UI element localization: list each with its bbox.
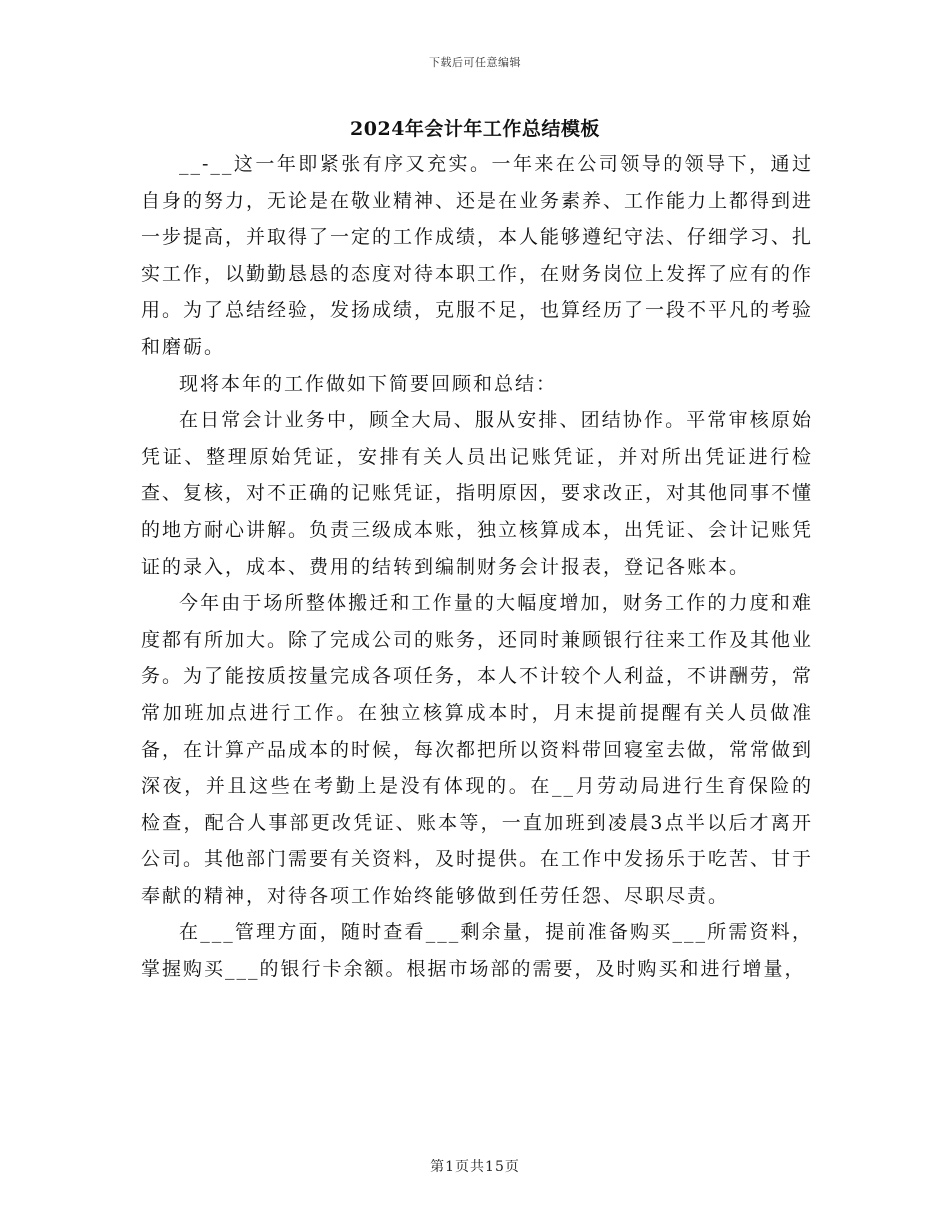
page-footer-number: 第1页共15页 [430,1159,520,1175]
paragraph-intro: __-__这一年即紧张有序又充实。一年来在公司领导的领导下，通过自身的努力，无论是在敬业精神、还是在业务素养、工作能力上都得到进一步提高，并取得了一定的工作成绩，本人能够遵纪守法、仔细学习、扎实工作，以勤勤恳恳的态度对待本职工作，在财务岗位上发挥了应有的作用。为了总结经验，发扬成绩，克服不足，也算经历了一段不平凡的考验和磨砺。 [141,153,814,358]
paragraph-daily-accounting: 在日常会计业务中，顾全大局、服从安排、团结协作。平常审核原始凭证、整理原始凭证，安排有关人员出记账凭证，并对所出凭证进行检查、复核，对不正确的记账凭证，指明原因，要求改正，对其他同事不懂的地方耐心讲解。负责三级成本账，独立核算成本，出凭证、会计记账凭证的录入，成本、费用的结转到编制财务会计报表，登记各账本。 [141,409,814,578]
paragraph-management: 在___管理方面，随时查看___剩余量，提前准备购买___所需资料，掌握购买___的银行卡余额。根据市场部的需要，及时购买和进行增量， [141,921,813,981]
page-header-note: 下载后可任意编辑 [429,56,521,69]
document-title: 2024年会计年工作总结模板 [350,118,600,140]
paragraph-summary-lead: 现将本年的工作做如下简要回顾和总结： [179,372,558,395]
document-body [141,146,813,988]
paragraph-workload: 今年由于场所整体搬迁和工作量的大幅度增加，财务工作的力度和难度都有所加大。除了完成公司的账务，还同时兼顾银行往来工作及其他业务。为了能按质按量完成各项任务，本人不计较个人利益，不讲酬劳，常常加班加点进行工作。在独立核算成本时，月末提前提醒有关人员做准备，在计算产品成本的时候，每次都把所以资料带回寝室去做，常常做到深夜，并且这些在考勤上是没有体现的。在__月劳动局进行生育保险的检查，配合人事部更改凭证、账本等，一直加班到凌晨3点半以后才离开公司。其他部门需要有关资料，及时提供。在工作中发扬乐于吃苦、甘于奉献的精神，对待各项工作始终能够做到任劳任怨、尽职尽责。 [141,592,814,907]
